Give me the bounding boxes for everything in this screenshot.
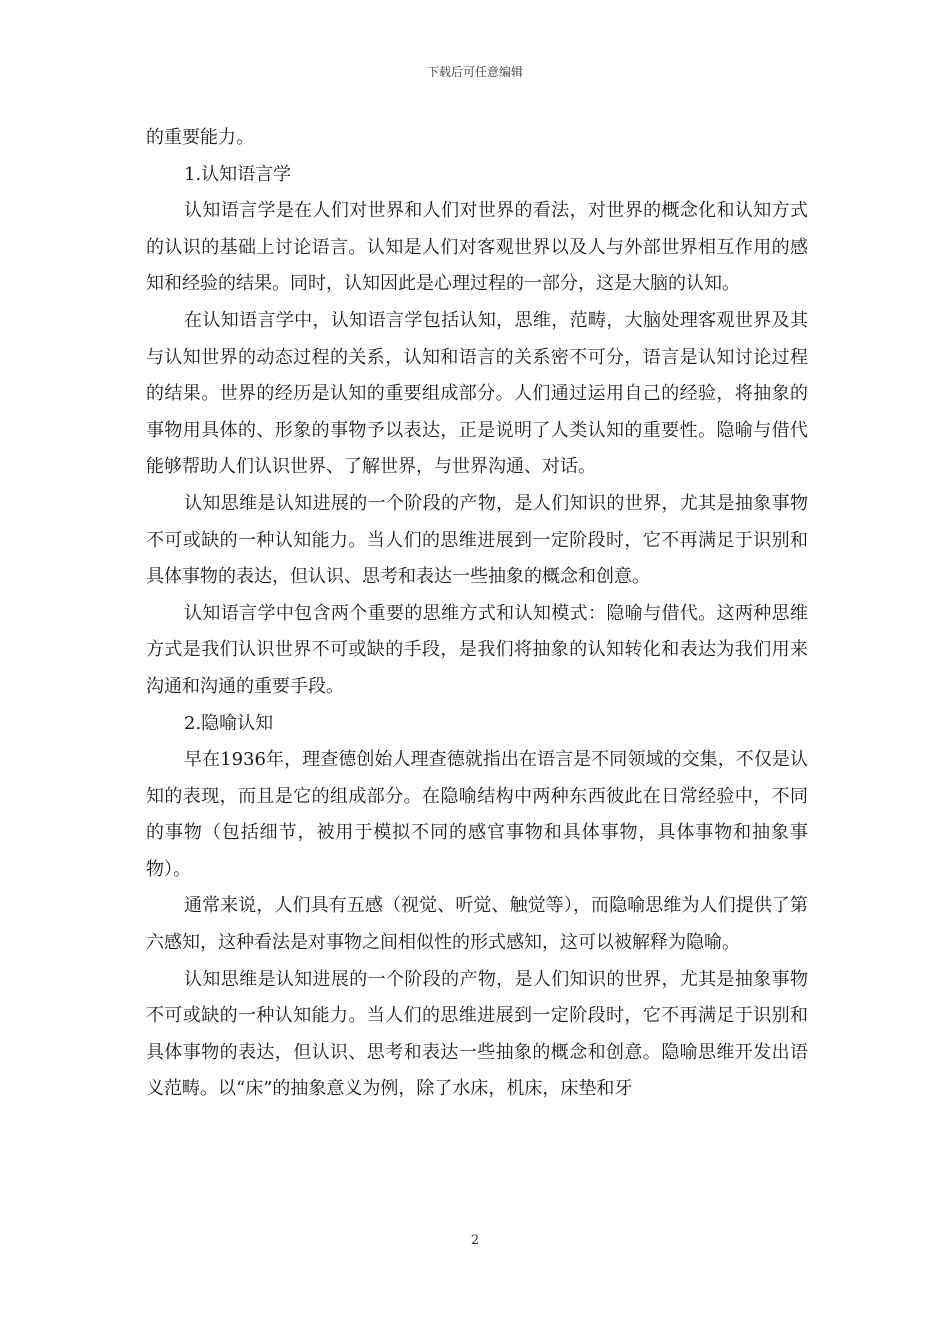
- page-header: 下载后可任意编辑: [426, 65, 523, 79]
- paragraph: 认知语言学中包含两个重要的思维方式和认知模式：隐喻与借代。这两种思维方式是我们认识世界不可或缺的手段，是我们将抽象的认知转化和表达为我们用来沟通和沟通的重要手段。: [146, 602, 808, 697]
- section-heading-metaphor-cognition: 2.隐喻认知: [184, 712, 274, 734]
- paragraph: 认知思维是认知进展的一个阶段的产物，是人们知识的世界，尤其是抽象事物不可或缺的一种认知能力。当人们的思维进展到一定阶段时，它不再满足于识别和具体事物的表达，但认识、思考和表达一些抽象的概念和创意。隐喻思维开发出语义范畴。以“床”的抽象意义为例，除了水床，机床，床垫和牙: [146, 968, 808, 1100]
- paragraph: 通常来说，人们具有五感（视觉、听觉、触觉等），而隐喻思维为人们提供了第六感知，这种看法是对事物之间相似性的形式感知，这可以被解释为隐喻。: [146, 895, 808, 954]
- paragraph: 在认知语言学中，认知语言学包括认知，思维，范畴，大脑处理客观世界及其与认知世界的动态过程的关系，认知和语言的关系密不可分，语言是认知讨论过程的结果。世界的经历是认知的重要组成部分。人们通过运用自己的经验，将抽象的事物用具体的、形象的事物予以表达，正是说明了人类认知的重要性。隐喻与借代能够帮助人们认识世界、了解世界，与世界沟通、对话。: [146, 309, 808, 478]
- paragraph-continuation: 的重要能力。: [146, 127, 254, 148]
- paragraph: 早在1936年，理查德创始人理查德就指出在语言是不同领域的交集，不仅是认知的表现，而且是它的组成部分。在隐喻结构中两种东西彼此在日常经验中，不同的事物（包括细节，被用于模拟不同的感官事物和具体事物，具体事物和抽象事物）。: [146, 749, 808, 880]
- paragraph: 认知语言学是在人们对世界和人们对世界的看法，对世界的概念化和认知方式的认识的基础上讨论语言。认知是人们对客观世界以及人与外部世界相互作用的感知和经验的结果。同时，认知因此是心理过程的一部分，这是大脑的认知。: [146, 200, 808, 295]
- section-heading-cognitive-linguistics: 1.认知语言学: [184, 163, 292, 185]
- page-number: 2: [470, 1233, 480, 1248]
- paragraph: 认知思维是认知进展的一个阶段的产物，是人们知识的世界，尤其是抽象事物不可或缺的一种认知能力。当人们的思维进展到一定阶段时，它不再满足于识别和具体事物的表达，但认识、思考和表达一些抽象的概念和创意。: [146, 492, 808, 588]
- document-body: [146, 120, 808, 1108]
